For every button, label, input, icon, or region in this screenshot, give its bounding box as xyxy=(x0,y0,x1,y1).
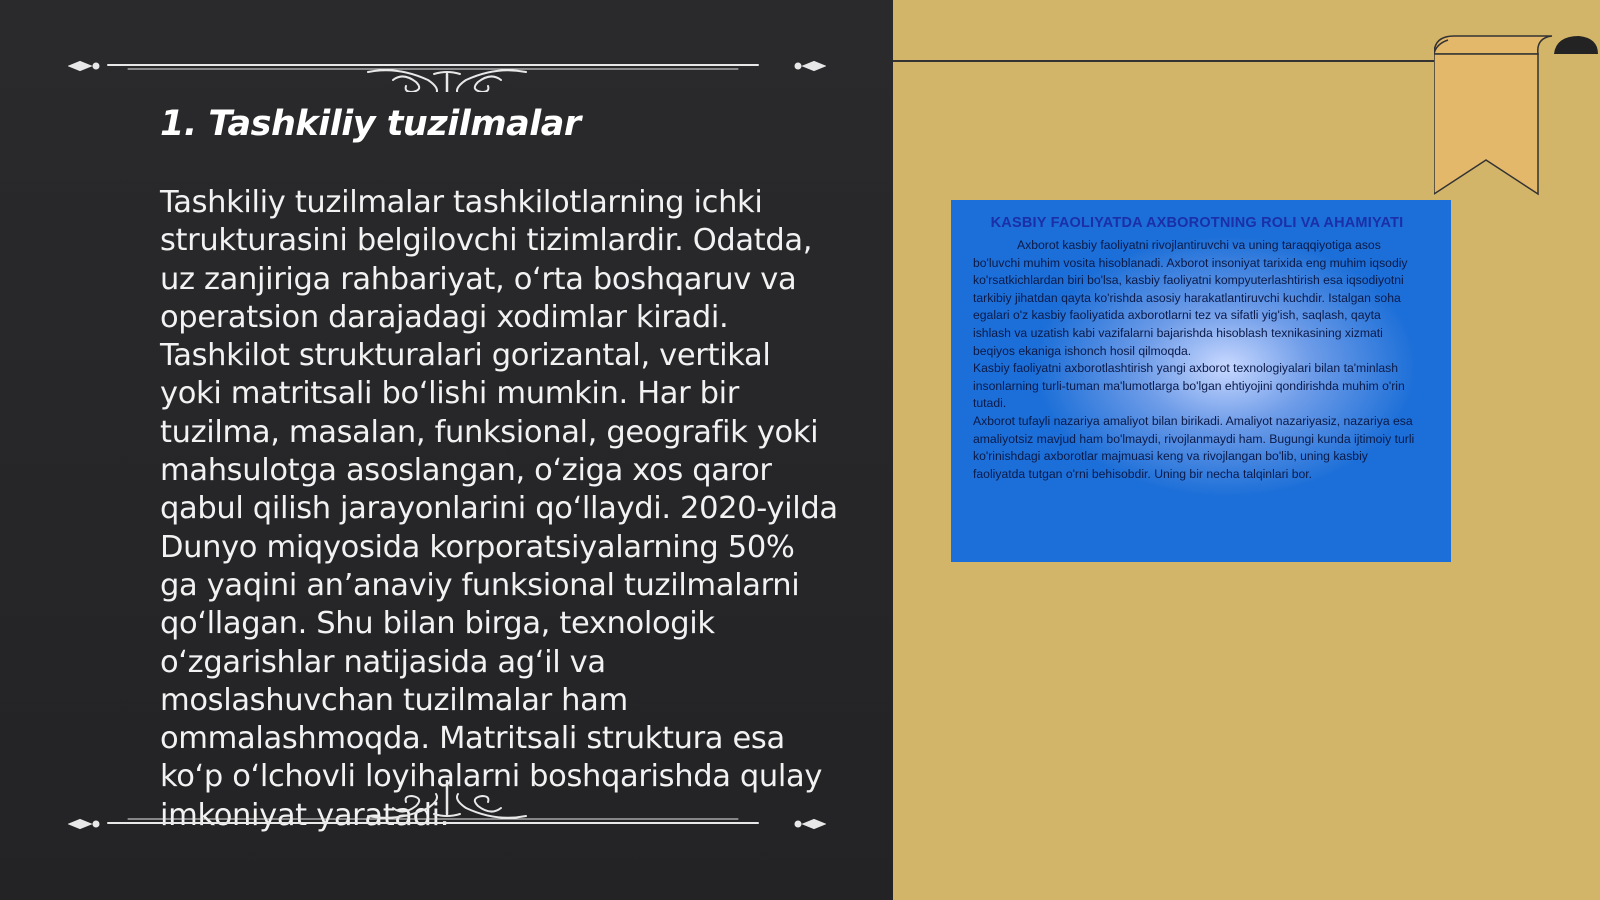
document-paragraph: Axborot kasbiy faoliyatni rivojlantiruvchi va uning taraqqiyotiga asos bo'luvchi muhim vosita hisoblanadi. Axborot insoniyat tarixida eng muhim iqsodiy ko'rsatkichlardan biri bo'lsa, kasbiy faoliyatni kompyuterlashtirish esa iqsodiyotni tarkibiy jihatdan qayta ko'rishda asosiy harakatlantiruvchi kuchdir. Istalgan soha egalari o'z kasbiy faoliyatida axborotlarni tez va sifatli yig'ish, saqlash, qayta ishlash va uzatish kabi vazifalarni bajarishda hisoblash texnikasining xizmati beqiyos ekaniga ishonch hosil qilmoqda. xyxy=(973,238,1408,358)
flourish-divider-bottom-icon xyxy=(68,780,826,830)
image-panel xyxy=(893,0,1600,900)
document-paragraph: Kasbiy faoliyatni axborotlashtirish yangi axborot texnologiyalari bilan ta'minlash insonlarning turli-tuman ma'lumotlarga bo'lgan ehtiyojini qondirishda muhim o'rin tutadi. xyxy=(973,361,1405,411)
bookmark-ribbon-icon xyxy=(1434,30,1600,200)
flourish-divider-top-icon xyxy=(68,42,826,92)
document-image xyxy=(951,200,1451,562)
slide-body-text: Tashkiliy tuzilmalar tashkilotlarning ichki strukturasini belgilovchi tizimlardir. Odatda, uz zanjiriga rahbariyat, o‘rta boshqaruv va operatsion darajadagi xodimlar kiradi. Tashkilot strukturalari gorizantal, vertikal yoki matritsali bo‘lishi mumkin. Har bir tuzilma, masalan, funksional, geografik yoki mahsulotga asoslangan, o‘ziga xos qaror qabul qilish jarayonlarini qo‘llaydi. 2020-yilda Dunyo miqyosida korporatsiyalarning 50% ga yaqini an’anaviy funksional tuzilmalarni qo‘llagan. Shu bilan birga, texnologik o‘zgarishlar natijasida ag‘il va moslashuvchan tuzilmalar ham ommalashmoqda. Matritsali struktura esa ko‘p o‘lchovli loyihalarni boshqarishda qulay imkoniyat yaratadi. xyxy=(160,185,838,833)
document-title: KASBIY FAOLIYATDA AXBOROTNING ROLI VA AHAMIYATI xyxy=(990,215,1404,231)
document-paragraph: Axborot tufayli nazariya amaliyot bilan birikadi. Amaliyot nazariyasiz, nazariya esa amaliyotsiz mavjud ham bo'lmaydi, rivojlanmaydi ham. Bugungi kunda ijtimoiy turli ko'rinishdagi axborotlar majmuasi keng va rivojlangan bo'lib, uning kasbiy faoliyatda tutgan o'rni behisobdir. Uning bir necha talqinlari bor. xyxy=(973,413,1415,481)
horizontal-rule xyxy=(893,60,1441,62)
slide-title: 1. Tashkiliy tuzilmalar xyxy=(160,104,581,144)
